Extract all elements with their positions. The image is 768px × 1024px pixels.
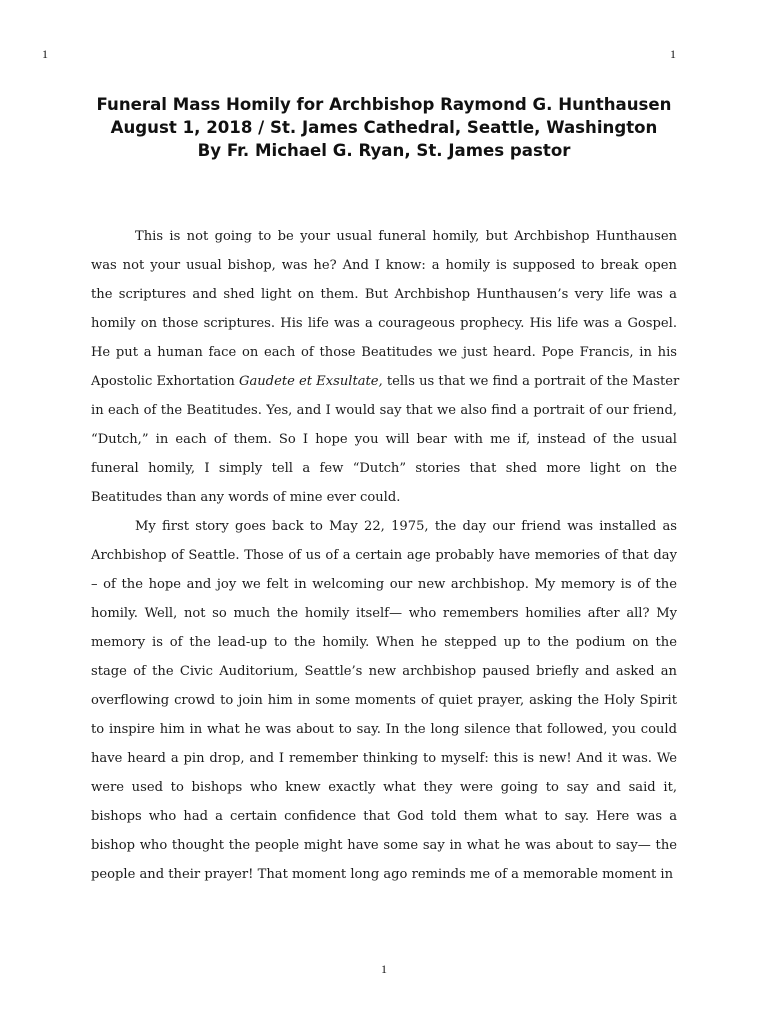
page-number-bottom: 1: [381, 962, 387, 976]
text-segment: tells us that we find a portrait of the Master: [382, 374, 680, 389]
text-line: people and their prayer! That moment long ago reminds me of a memorable moment in: [91, 867, 674, 882]
paragraph: [91, 222, 680, 512]
text-line: bishops who had a certain confidence that God told them what to say. Here was a: [91, 809, 677, 824]
text-line: bishop who thought the people might have some say in what he was about to say— the: [91, 838, 677, 853]
text-line: Archbishop of Seattle. Those of us of a certain age probably have memories of that day: [91, 548, 677, 563]
text-line: in each of the Beatitudes. Yes, and I would say that we also find a portrait of our friend,: [91, 403, 677, 418]
text-line: overflowing crowd to join him in some moments of quiet prayer, asking the Holy Spirit: [91, 693, 677, 708]
text-line: memory is of the lead-up to the homily. When he stepped up to the podium on the: [91, 635, 677, 650]
text-line: have heard a pin drop, and I remember thinking to myself: this is new! And it was. We: [91, 751, 677, 766]
title-line-3: By Fr. Michael G. Ryan, St. James pastor: [197, 141, 571, 160]
text-line: funeral homily, I simply tell a few “Dutch” stories that shed more light on the: [91, 461, 677, 476]
title-line-1: Funeral Mass Homily for Archbishop Raymond G. Hunthausen: [96, 95, 672, 114]
title-line-2: August 1, 2018 / St. James Cathedral, Seattle, Washington: [110, 118, 658, 137]
page-number-top-right: 1: [670, 47, 676, 61]
text-line: were used to bishops who knew exactly what they were going to say and said it,: [91, 780, 677, 795]
text-segment: Apostolic Exhortation: [91, 374, 239, 389]
text-line: He put a human face on each of those Beatitudes we just heard. Pope Francis, in his: [91, 345, 677, 360]
document-title: [60, 93, 708, 162]
page-number-top-left: 1: [42, 47, 48, 61]
text-line: [91, 367, 680, 396]
text-line: My first story goes back to May 22, 1975, the day our friend was installed as: [135, 519, 677, 534]
italic-title: Gaudete et Exsultate,: [238, 374, 383, 389]
text-line: stage of the Civic Auditorium, Seattle’s new archbishop paused briefly and asked an: [91, 664, 677, 679]
paragraph: [91, 512, 677, 889]
text-line: This is not going to be your usual funeral homily, but Archbishop Hunthausen: [135, 229, 677, 244]
text-line: “Dutch,” in each of them. So I hope you will bear with me if, instead of the usual: [91, 432, 677, 447]
text-line: homily on those scriptures. His life was a courageous prophecy. His life was a Gospel.: [91, 316, 677, 331]
text-line: the scriptures and shed light on them. But Archbishop Hunthausen’s very life was a: [91, 287, 677, 302]
homily-body: [91, 222, 680, 889]
text-line: homily. Well, not so much the homily itself— who remembers homilies after all? My: [91, 606, 677, 621]
text-line: was not your usual bishop, was he? And I know: a homily is supposed to break open: [91, 258, 677, 273]
text-line: – of the hope and joy we felt in welcoming our new archbishop. My memory is of the: [91, 577, 677, 592]
text-line: Beatitudes than any words of mine ever could.: [91, 490, 401, 505]
text-line: to inspire him in what he was about to say. In the long silence that followed, you could: [91, 722, 677, 737]
